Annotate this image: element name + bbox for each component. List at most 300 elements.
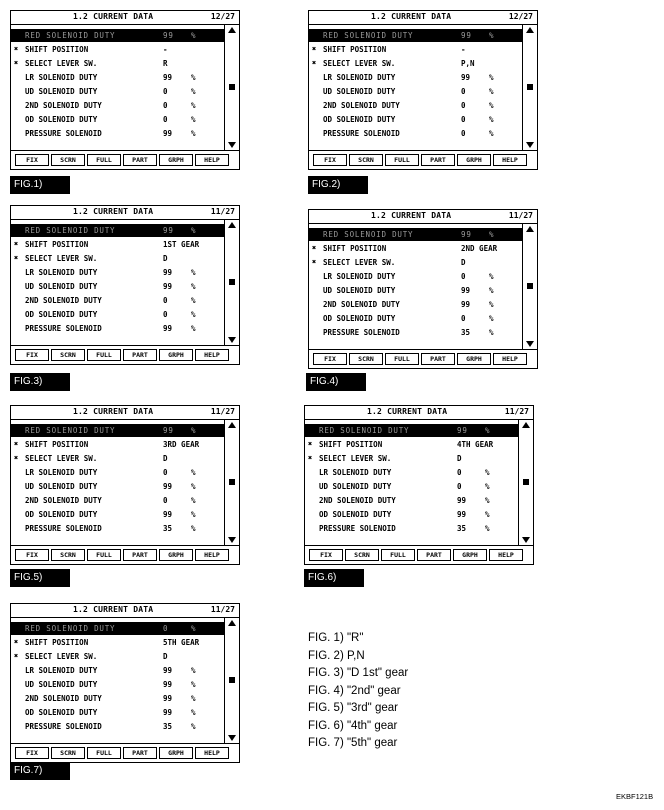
data-row[interactable] [309, 113, 523, 126]
scroll-thumb[interactable] [527, 84, 533, 90]
item-value: 0 [457, 468, 462, 477]
function-key-grph[interactable]: GRPH [159, 349, 193, 361]
legend-item: FIG. 1) "R" [308, 632, 364, 644]
scroll-down-icon[interactable] [228, 142, 236, 148]
item-unit: % [485, 510, 490, 519]
item-value: 99 [461, 286, 471, 295]
item-label: PRESSURE SOLENOID [25, 129, 102, 138]
scroll-up-icon[interactable] [526, 226, 534, 232]
item-unit: % [489, 87, 494, 96]
item-value: 0 [461, 115, 466, 124]
item-unit: % [191, 680, 196, 689]
scrollbar[interactable] [224, 219, 239, 346]
data-row[interactable] [309, 43, 523, 56]
data-row[interactable] [309, 29, 523, 42]
data-row[interactable] [11, 466, 225, 479]
scanner-screen [10, 205, 240, 365]
function-key-help[interactable]: HELP [493, 353, 527, 365]
function-key-fix[interactable]: FIX [313, 353, 347, 365]
function-key-full[interactable]: FULL [381, 549, 415, 561]
page-indicator: 11/27 [504, 407, 529, 416]
function-key-help[interactable]: HELP [195, 747, 229, 759]
data-row[interactable] [11, 113, 225, 126]
data-row[interactable] [305, 438, 519, 451]
item-value: 99 [163, 324, 173, 333]
function-key-scrn[interactable]: SCRN [349, 353, 383, 365]
item-unit: % [191, 101, 196, 110]
data-row[interactable] [11, 622, 225, 635]
scrollbar[interactable] [224, 24, 239, 151]
function-key-grph[interactable]: GRPH [457, 154, 491, 166]
scroll-thumb[interactable] [527, 283, 533, 289]
item-label: RED SOLENOID DUTY [25, 31, 116, 40]
item-unit: % [485, 524, 490, 533]
item-label: 2ND SOLENOID DUTY [25, 496, 102, 505]
data-row[interactable] [11, 438, 225, 451]
function-key-full[interactable]: FULL [87, 747, 121, 759]
scanner-screen [304, 405, 534, 565]
fixed-marker-icon: ✖ [14, 652, 19, 660]
data-row[interactable] [309, 284, 523, 297]
figure-tag: FIG.2) [308, 176, 368, 194]
data-row[interactable] [305, 452, 519, 465]
item-unit: % [191, 426, 197, 435]
data-list [309, 24, 523, 151]
fixed-marker-icon: ✖ [312, 45, 317, 53]
item-value: 0 [461, 314, 466, 323]
page-indicator: 11/27 [210, 605, 235, 614]
function-key-scrn[interactable]: SCRN [349, 154, 383, 166]
screen-title: 1.2 CURRENT DATA [73, 207, 154, 216]
item-unit: % [489, 31, 495, 40]
item-value: 0 [163, 101, 168, 110]
item-unit: % [191, 496, 196, 505]
item-unit: % [191, 722, 196, 731]
data-row[interactable] [305, 508, 519, 521]
item-label: PRESSURE SOLENOID [323, 328, 400, 337]
page-indicator: 11/27 [508, 211, 533, 220]
item-value: P,N [461, 59, 475, 68]
scroll-down-icon[interactable] [228, 735, 236, 741]
item-label: OD SOLENOID DUTY [323, 314, 396, 323]
function-key-scrn[interactable]: SCRN [51, 154, 85, 166]
data-row[interactable] [11, 636, 225, 649]
data-row[interactable] [11, 322, 225, 335]
data-row[interactable] [11, 706, 225, 719]
scrollbar[interactable] [522, 223, 537, 350]
scroll-up-icon[interactable] [228, 620, 236, 626]
legend-item: FIG. 6) "4th" gear [308, 719, 398, 732]
item-label: LR SOLENOID DUTY [323, 73, 396, 82]
item-label: SHIFT POSITION [319, 440, 383, 449]
scroll-down-icon[interactable] [526, 142, 534, 148]
function-key-help[interactable]: HELP [195, 154, 229, 166]
function-key-grph[interactable]: GRPH [457, 353, 491, 365]
item-label: LR SOLENOID DUTY [25, 666, 98, 675]
item-value: 0 [163, 296, 168, 305]
legend-item: FIG. 4) "2nd" gear [308, 684, 401, 697]
scroll-up-icon[interactable] [526, 27, 534, 33]
function-key-grph[interactable]: GRPH [159, 154, 193, 166]
item-value: 0 [461, 101, 466, 110]
screen-header [11, 406, 239, 420]
page-indicator: 11/27 [210, 407, 235, 416]
document-code: EKBF121B [616, 792, 654, 801]
scrollbar[interactable] [224, 617, 239, 744]
item-unit: % [191, 468, 196, 477]
function-key-part[interactable]: PART [123, 154, 157, 166]
fixed-marker-icon: ✖ [14, 240, 19, 248]
item-unit: % [191, 31, 197, 40]
scroll-thumb[interactable] [523, 479, 529, 485]
function-key-full[interactable]: FULL [385, 154, 419, 166]
data-row[interactable] [11, 127, 225, 140]
item-label: 2ND SOLENOID DUTY [319, 496, 396, 505]
data-row[interactable] [11, 650, 225, 663]
fixed-marker-icon: ✖ [14, 638, 19, 646]
scroll-up-icon[interactable] [228, 422, 236, 428]
function-key-grph[interactable]: GRPH [159, 747, 193, 759]
data-row[interactable] [309, 99, 523, 112]
function-key-bar [309, 150, 537, 169]
item-unit: % [489, 300, 494, 309]
data-row[interactable] [305, 522, 519, 535]
item-label: RED SOLENOID DUTY [25, 624, 116, 633]
item-value: D [457, 454, 462, 463]
screen-title: 1.2 CURRENT DATA [371, 12, 452, 21]
function-key-help[interactable]: HELP [493, 154, 527, 166]
item-label: SELECT LEVER SW. [323, 258, 396, 267]
fixed-marker-icon: ✖ [14, 254, 19, 262]
data-row[interactable] [309, 326, 523, 339]
data-row[interactable] [11, 308, 225, 321]
item-label: SELECT LEVER SW. [25, 652, 98, 661]
data-row[interactable] [305, 494, 519, 507]
scanner-screen [10, 405, 240, 565]
legend-item: FIG. 7) "5th" gear [308, 737, 398, 749]
item-value: 35 [163, 524, 173, 533]
item-unit: % [489, 129, 494, 138]
item-value: 0 [457, 482, 462, 491]
figure-tag: FIG.4) [306, 373, 366, 391]
screen-header [309, 210, 537, 224]
fixed-marker-icon: ✖ [14, 31, 19, 39]
item-label: RED SOLENOID DUTY [25, 226, 116, 235]
data-row[interactable] [11, 85, 225, 98]
screen-title: 1.2 CURRENT DATA [371, 211, 452, 220]
function-key-part[interactable]: PART [123, 349, 157, 361]
function-key-fix[interactable]: FIX [15, 349, 49, 361]
screen-title: 1.2 CURRENT DATA [73, 12, 154, 21]
scanner-screen [308, 209, 538, 369]
item-unit: % [191, 268, 196, 277]
fixed-marker-icon: ✖ [14, 624, 19, 632]
item-unit: % [489, 230, 495, 239]
function-key-bar [11, 743, 239, 762]
data-row[interactable] [11, 71, 225, 84]
item-unit: % [191, 324, 196, 333]
function-key-scrn[interactable]: SCRN [51, 747, 85, 759]
function-key-fix[interactable]: FIX [15, 154, 49, 166]
data-row[interactable] [11, 720, 225, 733]
item-unit: % [489, 101, 494, 110]
item-label: SELECT LEVER SW. [25, 254, 98, 263]
data-row[interactable] [309, 256, 523, 269]
item-value: 0 [163, 115, 168, 124]
item-unit: % [191, 482, 196, 491]
item-value: 0 [461, 272, 466, 281]
item-unit: % [191, 296, 196, 305]
item-unit: % [485, 468, 490, 477]
function-key-scrn[interactable]: SCRN [345, 549, 379, 561]
item-unit: % [489, 314, 494, 323]
item-value: D [163, 254, 168, 263]
item-unit: % [489, 272, 494, 281]
function-key-fix[interactable]: FIX [15, 747, 49, 759]
data-row[interactable] [11, 424, 225, 437]
function-key-fix[interactable]: FIX [313, 154, 347, 166]
data-list [305, 419, 519, 546]
data-row[interactable] [11, 224, 225, 237]
function-key-scrn[interactable]: SCRN [51, 349, 85, 361]
function-key-part[interactable]: PART [421, 353, 455, 365]
fixed-marker-icon: ✖ [14, 440, 19, 448]
fixed-marker-icon: ✖ [312, 258, 317, 266]
scroll-thumb[interactable] [229, 84, 235, 90]
item-label: LR SOLENOID DUTY [319, 468, 392, 477]
function-key-help[interactable]: HELP [195, 549, 229, 561]
data-row[interactable] [305, 480, 519, 493]
item-label: OD SOLENOID DUTY [25, 310, 98, 319]
function-key-help[interactable]: HELP [489, 549, 523, 561]
function-key-grph[interactable]: GRPH [159, 549, 193, 561]
item-unit: % [191, 226, 197, 235]
item-unit: % [485, 426, 491, 435]
item-value: 0 [163, 496, 168, 505]
function-key-full[interactable]: FULL [87, 349, 121, 361]
scroll-up-icon[interactable] [522, 422, 530, 428]
item-label: UD SOLENOID DUTY [25, 680, 98, 689]
function-key-full[interactable]: FULL [87, 549, 121, 561]
data-row[interactable] [309, 228, 523, 241]
function-key-fix[interactable]: FIX [309, 549, 343, 561]
data-row[interactable] [305, 466, 519, 479]
item-label: PRESSURE SOLENOID [319, 524, 396, 533]
item-value: R [163, 59, 168, 68]
item-label: UD SOLENOID DUTY [319, 482, 392, 491]
data-list [11, 419, 225, 546]
item-label: 2ND SOLENOID DUTY [25, 101, 102, 110]
data-row[interactable] [11, 452, 225, 465]
data-row[interactable] [305, 424, 519, 437]
data-list [11, 219, 225, 346]
scroll-down-icon[interactable] [228, 337, 236, 343]
function-key-bar [11, 345, 239, 364]
fixed-marker-icon: ✖ [312, 230, 317, 238]
data-row[interactable] [11, 280, 225, 293]
data-row[interactable] [11, 99, 225, 112]
scroll-thumb[interactable] [229, 677, 235, 683]
fixed-marker-icon: ✖ [308, 440, 313, 448]
figure-tag: FIG.5) [10, 569, 70, 587]
data-row[interactable] [11, 57, 225, 70]
item-unit: % [191, 624, 197, 633]
data-row[interactable] [309, 71, 523, 84]
scanner-screen [10, 603, 240, 763]
fixed-marker-icon: ✖ [14, 45, 19, 53]
fixed-marker-icon: ✖ [312, 244, 317, 252]
item-value: - [163, 45, 168, 54]
function-key-full[interactable]: FULL [87, 154, 121, 166]
item-unit: % [489, 115, 494, 124]
item-value: 35 [461, 328, 471, 337]
page-indicator: 12/27 [508, 12, 533, 21]
item-unit: % [191, 73, 196, 82]
scroll-down-icon[interactable] [526, 341, 534, 347]
item-label: SHIFT POSITION [323, 45, 387, 54]
function-key-part[interactable]: PART [417, 549, 451, 561]
data-row[interactable] [11, 43, 225, 56]
item-label: SHIFT POSITION [25, 440, 89, 449]
function-key-grph[interactable]: GRPH [453, 549, 487, 561]
data-row[interactable] [11, 494, 225, 507]
data-row[interactable] [11, 508, 225, 521]
data-row[interactable] [11, 238, 225, 251]
function-key-part[interactable]: PART [421, 154, 455, 166]
item-label: PRESSURE SOLENOID [25, 324, 102, 333]
item-unit: % [191, 708, 196, 717]
item-unit: % [191, 310, 196, 319]
item-label: LR SOLENOID DUTY [25, 268, 98, 277]
item-value: 99 [163, 31, 174, 40]
item-unit: % [191, 694, 196, 703]
page-indicator: 11/27 [210, 207, 235, 216]
item-label: 2ND SOLENOID DUTY [25, 296, 102, 305]
legend-item: FIG. 5) "3rd" gear [308, 702, 398, 714]
data-row[interactable] [11, 294, 225, 307]
item-value: 99 [163, 226, 174, 235]
item-value: 99 [163, 694, 173, 703]
item-label: SHIFT POSITION [25, 638, 89, 647]
item-value: 4TH GEAR [457, 440, 494, 449]
item-value: D [461, 258, 466, 267]
data-row[interactable] [11, 522, 225, 535]
item-unit: % [485, 482, 490, 491]
item-label: 2ND SOLENOID DUTY [323, 300, 400, 309]
screen-title: 1.2 CURRENT DATA [73, 407, 154, 416]
data-row[interactable] [309, 242, 523, 255]
item-label: PRESSURE SOLENOID [25, 524, 102, 533]
data-row[interactable] [11, 664, 225, 677]
scroll-up-icon[interactable] [228, 27, 236, 33]
item-value: 99 [163, 282, 173, 291]
function-key-part[interactable]: PART [123, 549, 157, 561]
function-key-part[interactable]: PART [123, 747, 157, 759]
function-key-full[interactable]: FULL [385, 353, 419, 365]
screen-header [11, 604, 239, 618]
scrollbar[interactable] [518, 419, 533, 546]
scroll-up-icon[interactable] [228, 222, 236, 228]
item-value: 99 [163, 510, 173, 519]
function-key-scrn[interactable]: SCRN [51, 549, 85, 561]
item-unit: % [191, 115, 196, 124]
data-row[interactable] [309, 298, 523, 311]
fixed-marker-icon: ✖ [14, 454, 19, 462]
item-label: RED SOLENOID DUTY [319, 426, 410, 435]
data-row[interactable] [309, 312, 523, 325]
item-label: SELECT LEVER SW. [323, 59, 396, 68]
scroll-thumb[interactable] [229, 479, 235, 485]
function-key-fix[interactable]: FIX [15, 549, 49, 561]
item-label: RED SOLENOID DUTY [323, 31, 414, 40]
item-label: 2ND SOLENOID DUTY [25, 694, 102, 703]
item-value: 2ND GEAR [461, 244, 498, 253]
fixed-marker-icon: ✖ [308, 454, 313, 462]
scroll-down-icon[interactable] [228, 537, 236, 543]
scanner-screen [10, 10, 240, 170]
data-row[interactable] [11, 678, 225, 691]
scrollbar[interactable] [522, 24, 537, 151]
data-row[interactable] [309, 127, 523, 140]
item-label: SHIFT POSITION [323, 244, 387, 253]
screen-header [305, 406, 533, 420]
item-label: SHIFT POSITION [25, 45, 89, 54]
item-value: - [461, 45, 466, 54]
data-row[interactable] [11, 29, 225, 42]
item-label: OD SOLENOID DUTY [319, 510, 392, 519]
item-value: 0 [163, 310, 168, 319]
data-row[interactable] [11, 692, 225, 705]
data-row[interactable] [11, 480, 225, 493]
item-value: 0 [163, 468, 168, 477]
scanner-screen [308, 10, 538, 170]
item-value: 0 [461, 129, 466, 138]
item-value: D [163, 652, 168, 661]
function-key-help[interactable]: HELP [195, 349, 229, 361]
item-value: 99 [461, 230, 472, 239]
item-value: 99 [163, 680, 173, 689]
figure-tag: FIG.3) [10, 373, 70, 391]
function-key-bar [11, 150, 239, 169]
data-row[interactable] [309, 57, 523, 70]
item-label: OD SOLENOID DUTY [25, 115, 98, 124]
scroll-thumb[interactable] [229, 279, 235, 285]
item-label: UD SOLENOID DUTY [323, 87, 396, 96]
legend-item: FIG. 3) "D 1st" gear [308, 667, 409, 679]
item-value: 99 [163, 129, 173, 138]
data-row[interactable] [11, 266, 225, 279]
data-row[interactable] [11, 252, 225, 265]
item-label: PRESSURE SOLENOID [323, 129, 400, 138]
item-value: 99 [163, 426, 174, 435]
fixed-marker-icon: ✖ [14, 59, 19, 67]
fixed-marker-icon: ✖ [312, 31, 317, 39]
item-label: RED SOLENOID DUTY [25, 426, 116, 435]
item-value: 99 [457, 496, 467, 505]
item-value: 99 [457, 426, 468, 435]
item-value: 99 [163, 666, 173, 675]
fixed-marker-icon: ✖ [308, 426, 313, 434]
data-row[interactable] [309, 270, 523, 283]
item-unit: % [489, 73, 494, 82]
page-indicator: 12/27 [210, 12, 235, 21]
scroll-down-icon[interactable] [522, 537, 530, 543]
data-row[interactable] [309, 85, 523, 98]
scrollbar[interactable] [224, 419, 239, 546]
figure-legend [308, 630, 408, 753]
fixed-marker-icon: ✖ [14, 426, 19, 434]
item-label: SELECT LEVER SW. [319, 454, 392, 463]
